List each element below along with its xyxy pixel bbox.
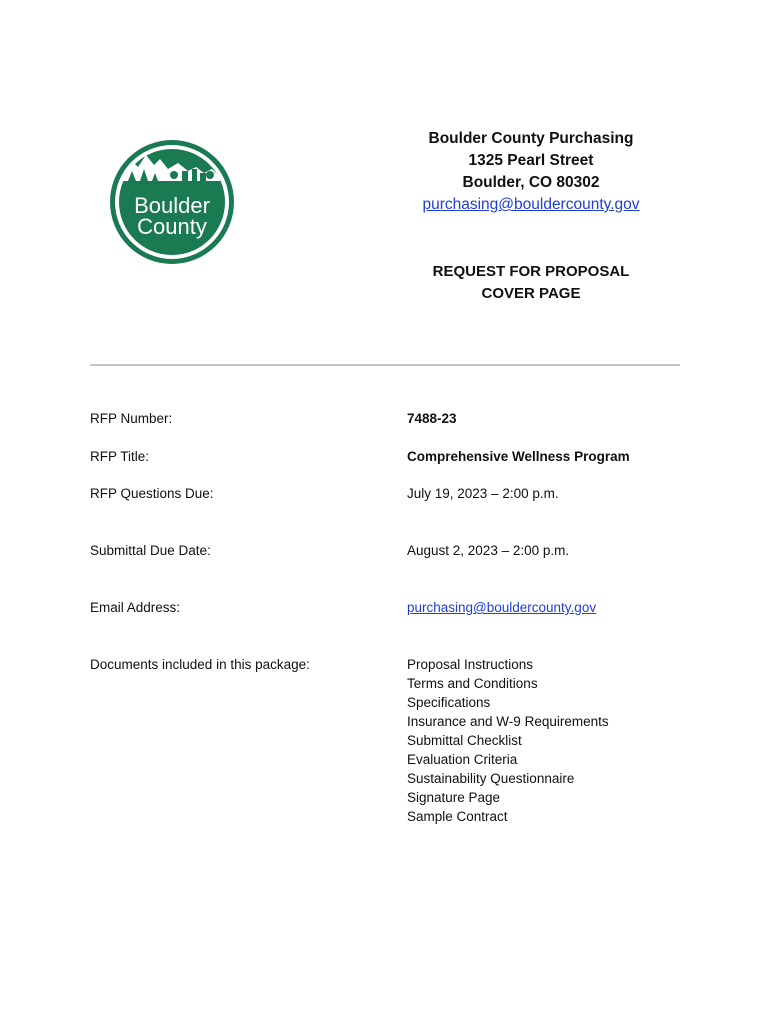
submittal-due-value: August 2, 2023 – 2:00 p.m. <box>407 543 570 558</box>
list-item: Proposal Instructions <box>407 657 534 672</box>
org-name: Boulder County Purchasing <box>428 130 634 147</box>
rfp-number-value: 7488-23 <box>407 411 457 426</box>
list-item: Sustainability Questionnaire <box>407 771 575 786</box>
street-address: 1325 Pearl Street <box>468 152 594 169</box>
documents-list <box>407 655 690 826</box>
questions-due-value: July 19, 2023 – 2:00 p.m. <box>407 486 559 501</box>
city-state-zip: Boulder, CO 80302 <box>462 174 600 191</box>
rfp-title-label: RFP Title: <box>90 449 150 464</box>
list-item: Signature Page <box>407 790 501 805</box>
boulder-county-logo <box>108 137 236 267</box>
logo-text-line2: County <box>137 214 207 239</box>
logo-seal-icon <box>108 137 236 267</box>
questions-due-label: RFP Questions Due: <box>90 486 214 501</box>
list-item: Specifications <box>407 695 491 710</box>
rfp-title-value: Comprehensive Wellness Program <box>407 449 630 464</box>
document-heading <box>400 261 662 305</box>
list-item: Sample Contract <box>407 809 508 824</box>
list-item: Insurance and W-9 Requirements <box>407 714 609 729</box>
header-email-link[interactable]: purchasing@bouldercounty.gov <box>422 196 640 213</box>
documents-label: Documents included in this package: <box>90 657 310 672</box>
logo-text-line1: Boulder <box>134 193 210 218</box>
heading-line2: COVER PAGE <box>481 285 581 302</box>
submittal-due-label: Submittal Due Date: <box>90 543 211 558</box>
heading-line1: REQUEST FOR PROPOSAL <box>432 263 630 280</box>
horizontal-divider <box>90 364 680 366</box>
address-block <box>400 128 662 216</box>
rfp-number-label: RFP Number: <box>90 411 173 426</box>
email-label: Email Address: <box>90 600 181 615</box>
list-item: Submittal Checklist <box>407 733 522 748</box>
list-item: Terms and Conditions <box>407 676 538 691</box>
email-link[interactable]: purchasing@bouldercounty.gov <box>407 600 597 615</box>
list-item: Evaluation Criteria <box>407 752 518 767</box>
